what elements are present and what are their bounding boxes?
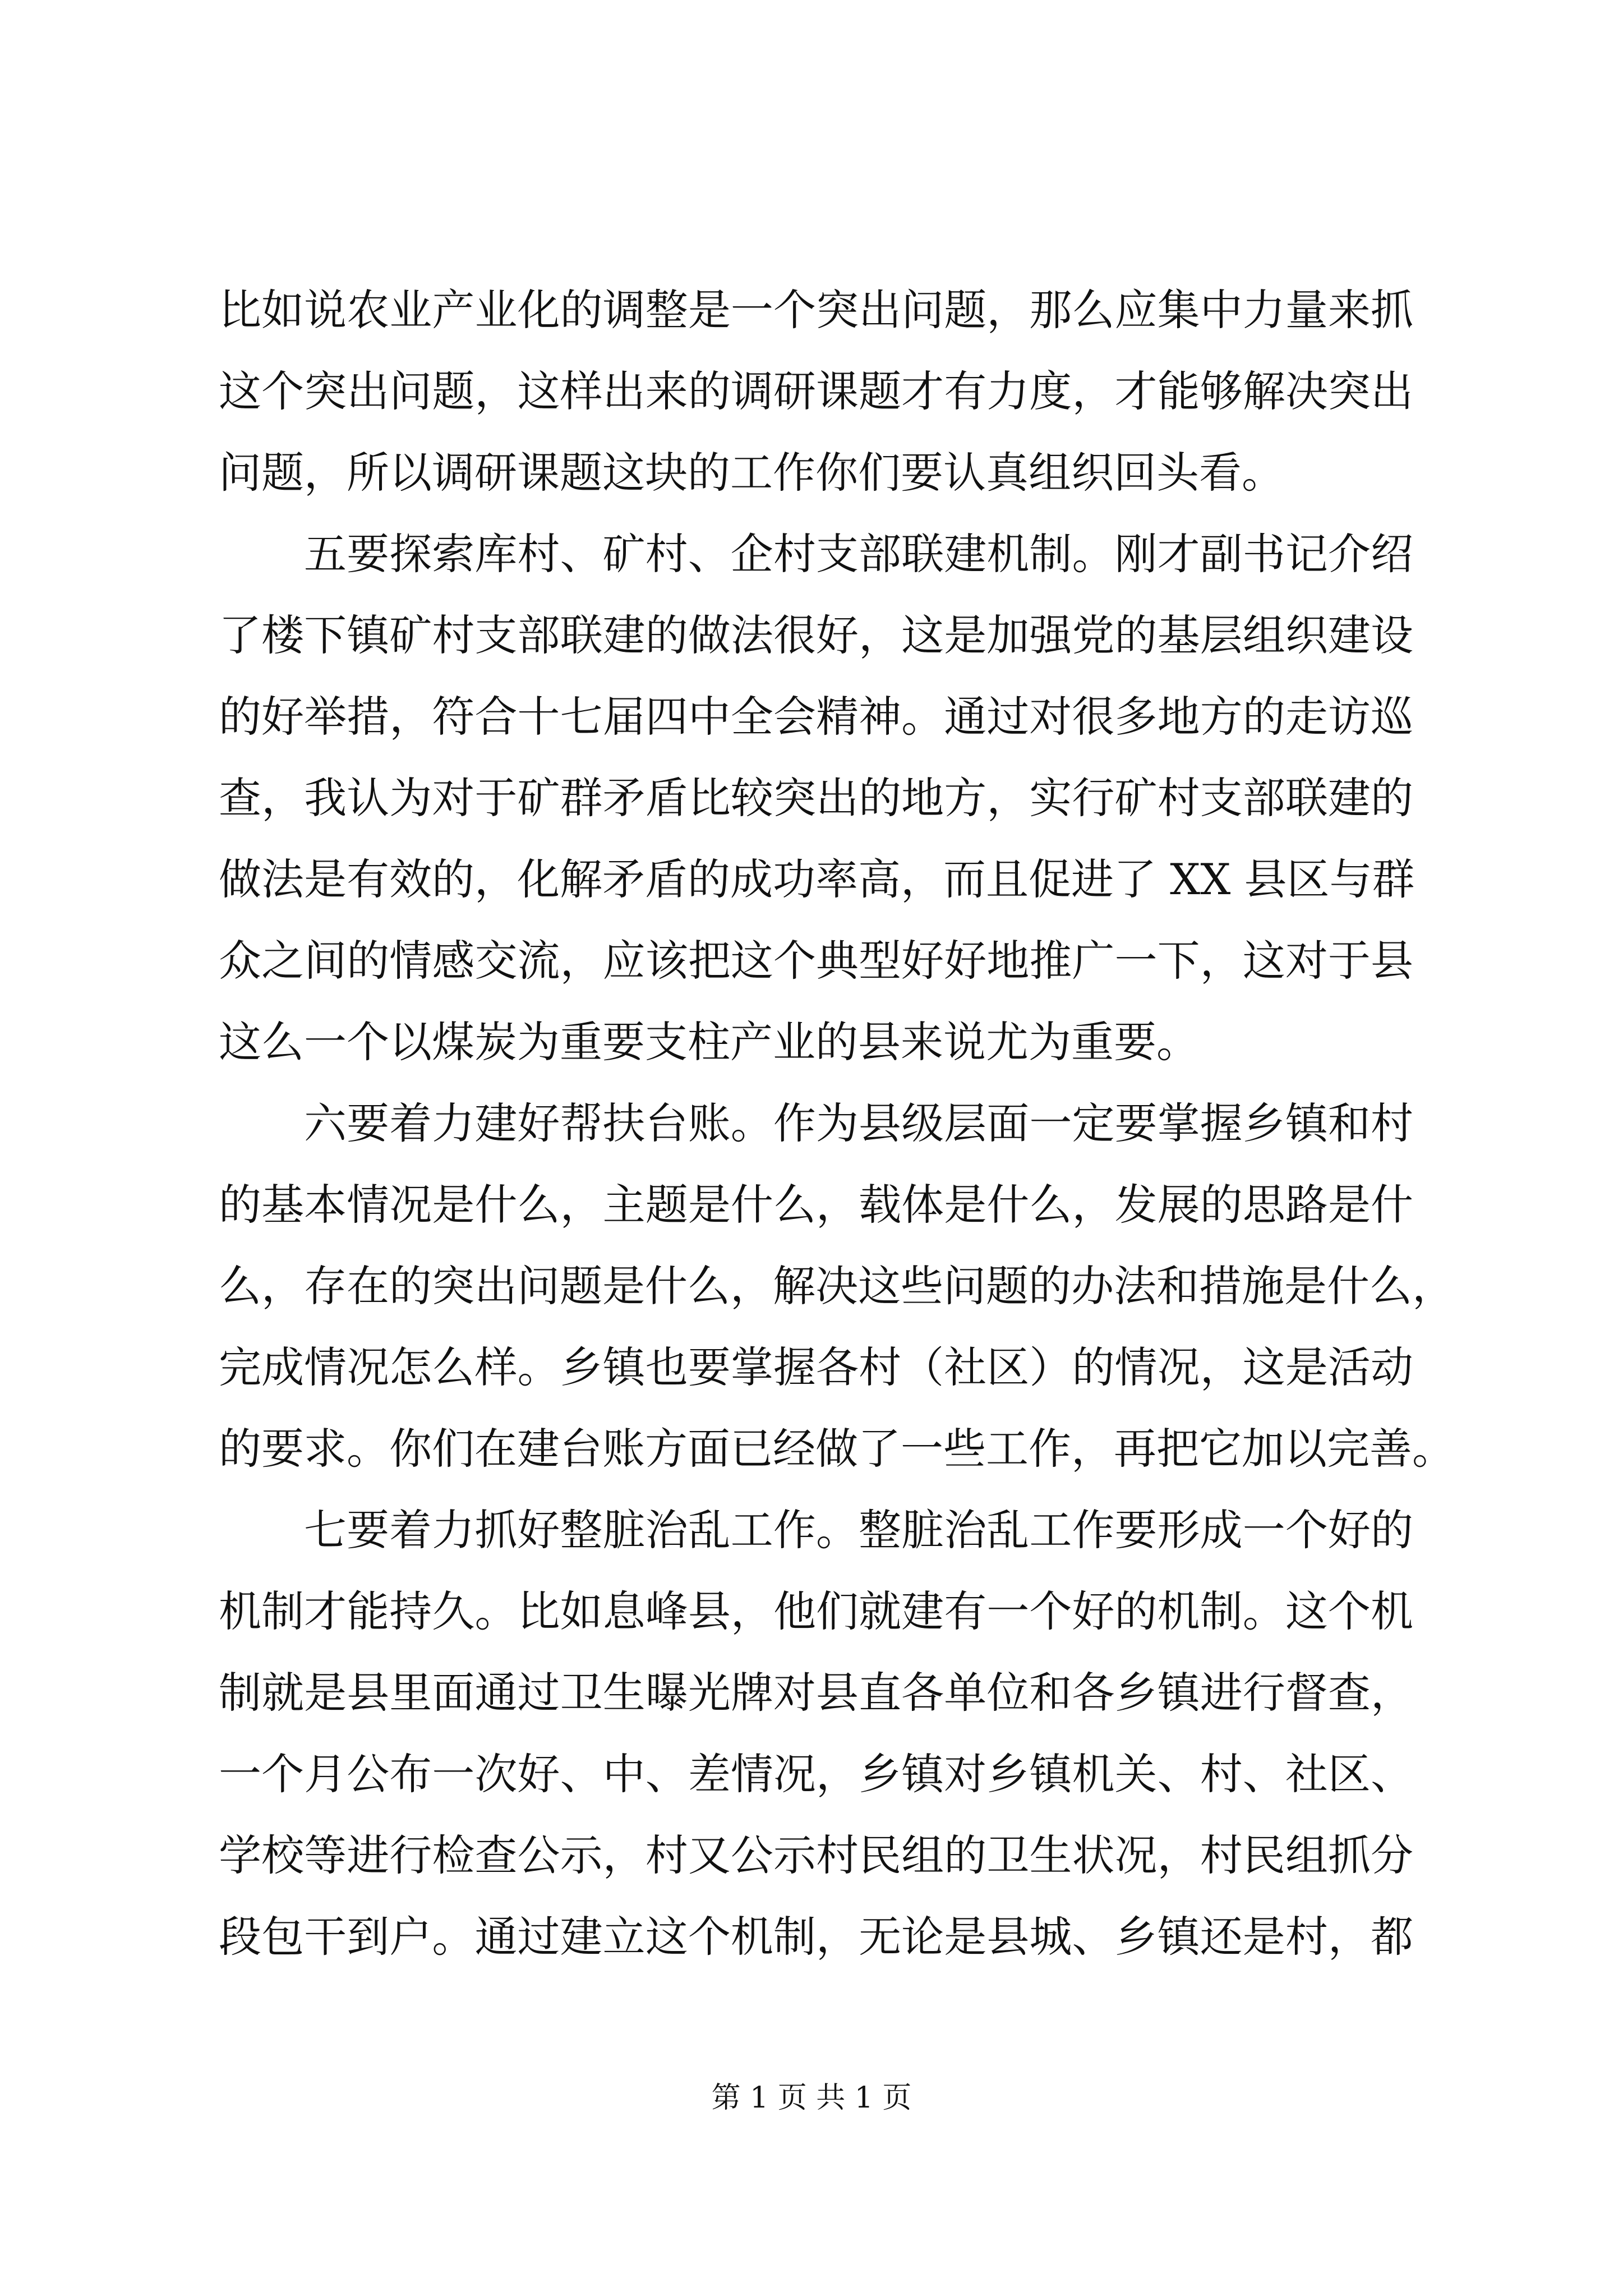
text-line: 七要着力抓好整脏治乱工作。整脏治乱工作要形成一个好的 — [304, 1505, 1413, 1555]
text-line: 这么一个以煤炭为重要支柱产业的县来说尤为重要。 — [219, 1017, 1199, 1067]
text-line: 的好举措，符合十七届四中全会精神。通过对很多地方的走访巡 — [219, 692, 1413, 742]
text-line: 了楼下镇矿村支部联建的做法很好，这是加强党的基层组织建设 — [219, 610, 1413, 660]
text-line: 段包干到户。通过建立这个机制，无论是县城、乡镇还是村，都 — [219, 1912, 1413, 1962]
document-body — [219, 269, 1455, 1977]
page-footer — [0, 2078, 1623, 2118]
text-line: 完成情况怎么样。乡镇也要掌握各村（社区）的情况，这是活动 — [219, 1342, 1413, 1392]
text-line: 这个突出问题，这样出来的调研课题才有力度，才能够解决突出 — [219, 366, 1413, 416]
text-line: 的要求。你们在建台账方面已经做了一些工作，再把它加以完善。 — [219, 1424, 1455, 1474]
text-line: 学校等进行检查公示，村又公示村民组的卫生状况，村民组抓分 — [219, 1830, 1413, 1880]
text-line: 查，我认为对于矿群矛盾比较突出的地方，实行矿村支部联建的 — [219, 773, 1413, 823]
paragraph-3 — [219, 1083, 1455, 1489]
text-line: 做法是有效的，化解矛盾的成功率高，而且促进了 XX 县区与群 — [219, 854, 1415, 904]
text-line: 比如说农业产业化的调整是一个突出问题，那么应集中力量来抓 — [219, 285, 1413, 335]
page-number-label: 第 1 页 共 1 页 — [711, 2081, 912, 2115]
paragraph-4 — [219, 1489, 1413, 1977]
text-line: 的基本情况是什么，主题是什么，载体是什么，发展的思路是什 — [219, 1180, 1413, 1230]
text-line: 五要探索库村、矿村、企村支部联建机制。刚才副书记介绍 — [304, 529, 1413, 579]
paragraph-2 — [219, 513, 1413, 1083]
text-line: 问题，所以调研课题这块的工作你们要认真组织回头看。 — [219, 448, 1284, 498]
text-line: 机制才能持久。比如息峰县，他们就建有一个好的机制。这个机 — [219, 1586, 1413, 1636]
text-line: 一个月公布一次好、中、差情况，乡镇对乡镇机关、村、社区、 — [219, 1749, 1413, 1799]
text-line: 么，存在的突出问题是什么，解决这些问题的办法和措施是什么， — [219, 1261, 1455, 1311]
text-line: 众之间的情感交流，应该把这个典型好好地推广一下，这对于县 — [219, 936, 1413, 986]
text-line: 制就是县里面通过卫生曝光牌对县直各单位和各乡镇进行督查， — [219, 1668, 1413, 1718]
paragraph-1 — [219, 269, 1413, 513]
text-line: 六要着力建好帮扶台账。作为县级层面一定要掌握乡镇和村 — [304, 1098, 1413, 1148]
